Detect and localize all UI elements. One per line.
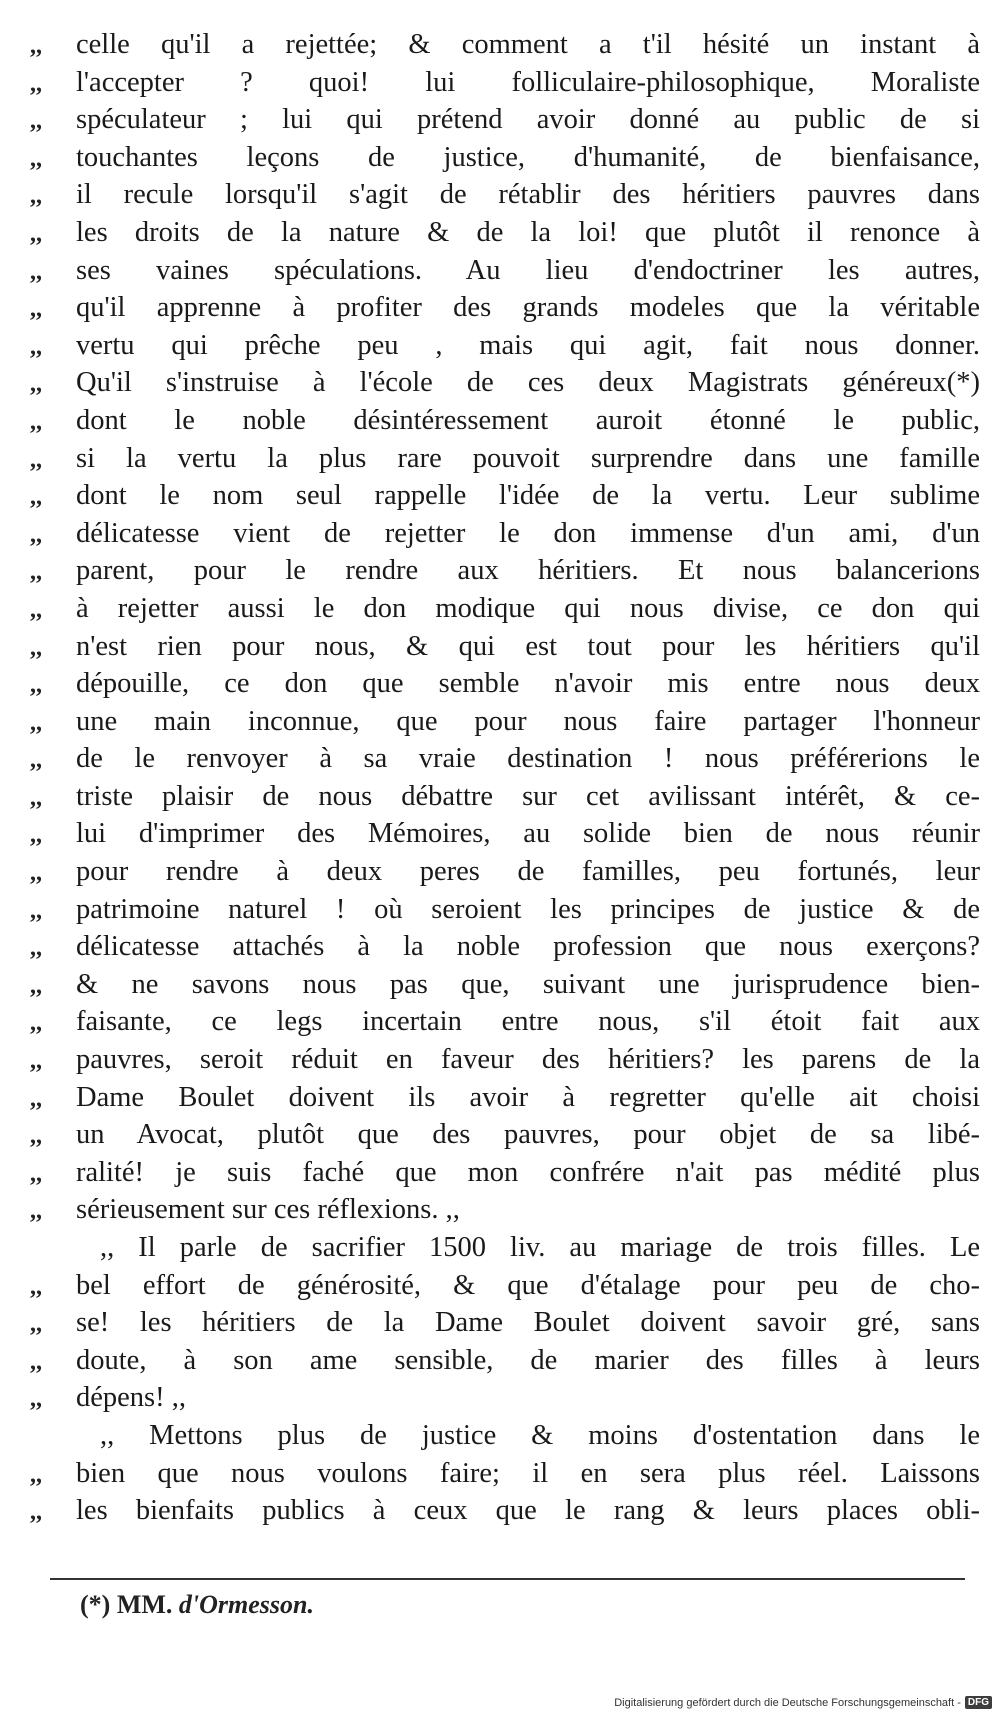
- line-text: se! les héritiers de la Dame Boulet doivent savoir gré, sans: [76, 1307, 980, 1339]
- quote-mark: ,,: [30, 371, 42, 398]
- text-line: [30, 628, 980, 666]
- text-line: [30, 1116, 980, 1154]
- quote-mark: ,,: [30, 747, 42, 774]
- quote-mark: ,,: [30, 1085, 42, 1112]
- text-line: [30, 477, 980, 515]
- quote-mark: ,,: [30, 634, 42, 661]
- quote-mark: ,,: [30, 408, 42, 435]
- quote-mark: ,,: [30, 709, 42, 736]
- digitization-credit: [614, 1696, 992, 1709]
- line-text: à rejetter aussi le don modique qui nous divise, ce don qui: [76, 592, 980, 624]
- text-line: [30, 327, 980, 365]
- text-line: [30, 1417, 980, 1455]
- footnote-marker: (*) MM.: [80, 1590, 173, 1619]
- line-text: l'accepter ? quoi! lui folliculaire-philosophique, Moraliste: [76, 66, 980, 98]
- text-line: [30, 778, 980, 816]
- quote-mark: ,,: [30, 1499, 42, 1526]
- line-text: de le renvoyer à sa vraie destination ! nous préférerions le: [76, 743, 980, 775]
- quote-mark: ,,: [30, 1461, 42, 1488]
- text-line: [30, 139, 980, 177]
- line-text: n'est rien pour nous, & qui est tout pour les héritiers qu'il: [76, 630, 980, 662]
- quote-mark: ,,: [30, 521, 42, 548]
- text-line: [30, 289, 980, 327]
- text-line: [30, 1379, 980, 1417]
- text-line: [30, 891, 980, 929]
- text-line: [30, 515, 980, 553]
- line-text: ,, Il parle de sacrifier 1500 liv. au mariage de trois filles. Le: [100, 1232, 980, 1263]
- text-line: [30, 252, 980, 290]
- line-text: doute, à son ame sensible, de marier des filles à leurs: [76, 1344, 980, 1376]
- line-text: sérieusement sur ces réflexions. ,,: [76, 1194, 460, 1226]
- line-text: Dame Boulet doivent ils avoir à regretter qu'elle ait choisi: [76, 1081, 980, 1113]
- text-line: [30, 665, 980, 703]
- quote-mark: ,,: [30, 559, 42, 586]
- line-text: il recule lorsqu'il s'agit de rétablir des héritiers pauvres dans: [76, 179, 980, 211]
- text-line: [30, 101, 980, 139]
- line-text: bel effort de générosité, & que d'étalage pour peu de cho-: [76, 1269, 980, 1301]
- text-line: [30, 703, 980, 741]
- quote-mark: ,,: [30, 183, 42, 210]
- quote-mark: ,,: [30, 145, 42, 172]
- quote-mark: ,,: [30, 1273, 42, 1300]
- line-text: dont le noble désintéressement auroit étonné le public,: [76, 404, 980, 436]
- text-line: [30, 1003, 980, 1041]
- line-text: pauvres, seroit réduit en faveur des héritiers? les parens de la: [76, 1044, 980, 1076]
- line-text: qu'il apprenne à profiter des grands modeles que la véritable: [76, 292, 980, 324]
- text-line: [30, 402, 980, 440]
- line-text: dont le nom seul rappelle l'idée de la vertu. Leur sublime: [76, 480, 980, 512]
- line-text: délicatesse vient de rejetter le don immense d'un ami, d'un: [76, 517, 980, 549]
- text-line: [30, 1455, 980, 1493]
- text-line: [30, 740, 980, 778]
- text-line: [30, 1267, 980, 1305]
- text-line: [30, 928, 980, 966]
- quote-mark: ,,: [30, 1048, 42, 1075]
- quote-mark: ,,: [30, 33, 42, 59]
- quote-mark: ,,: [30, 70, 42, 97]
- line-text: parent, pour le rendre aux héritiers. Et nous balancerions: [76, 555, 980, 587]
- quote-mark: ,,: [30, 108, 42, 135]
- quote-mark: ,,: [30, 672, 42, 699]
- line-text: triste plaisir de nous débattre sur cet avilissant intérêt, & ce-: [76, 780, 980, 812]
- quote-mark: ,,: [30, 897, 42, 924]
- text-line: [30, 176, 980, 214]
- quote-mark: ,,: [30, 860, 42, 887]
- quote-mark: ,,: [30, 484, 42, 511]
- footnote-divider: [50, 1578, 965, 1580]
- text-line: [30, 853, 980, 891]
- line-text: pour rendre à deux peres de familles, peu fortunés, leur: [76, 856, 980, 888]
- quote-mark: ,,: [30, 446, 42, 473]
- quote-mark: ,,: [30, 296, 42, 323]
- line-text: ,, Mettons plus de justice & moins d'ostentation dans le: [100, 1419, 980, 1451]
- line-text: faisante, ce legs incertain entre nous, s'il étoit fait aux: [76, 1006, 980, 1038]
- line-text: les bienfaits publics à ceux que le rang & leurs places obli-: [76, 1495, 980, 1527]
- quote-mark: ,,: [30, 822, 42, 849]
- line-text: une main inconnue, que pour nous faire partager l'honneur: [76, 705, 980, 737]
- quote-mark: ,,: [30, 1311, 42, 1338]
- line-text: délicatesse attachés à la noble profession que nous exerçons?: [76, 931, 980, 963]
- text-line: [30, 214, 980, 252]
- line-text: Qu'il s'instruise à l'école de ces deux Magistrats généreux(*): [76, 367, 980, 399]
- line-text: dépens! ,,: [76, 1382, 187, 1414]
- footnote-name: d'Ormesson.: [178, 1590, 314, 1619]
- line-text: spéculateur ; lui qui prétend avoir donné au public de si: [76, 104, 980, 136]
- text-line: [30, 815, 980, 853]
- quote-mark: ,,: [30, 1010, 42, 1037]
- line-text: & ne savons nous pas que, suivant une jurisprudence bien-: [76, 968, 980, 1000]
- text-line: [30, 966, 980, 1004]
- text-line: [30, 552, 980, 590]
- line-text: si la vertu la plus rare pouvoit surprendre dans une famille: [76, 442, 980, 474]
- line-text: dépouille, ce don que semble n'avoir mis entre nous deux: [76, 668, 980, 700]
- quote-mark: ,,: [30, 1198, 42, 1225]
- quote-mark: ,,: [30, 220, 42, 247]
- footnote: [80, 1590, 314, 1620]
- text-line: [30, 1154, 980, 1192]
- text-line: [30, 1229, 980, 1267]
- text-line: [30, 364, 980, 402]
- quote-mark: ,,: [30, 333, 42, 360]
- quote-mark: ,,: [30, 1123, 42, 1150]
- text-line: [30, 1342, 980, 1380]
- line-text: les droits de la nature & de la loi! que plutôt il renonce à: [76, 216, 980, 248]
- line-text: patrimoine naturel ! où seroient les principes de justice & de: [76, 893, 980, 925]
- line-text: lui d'imprimer des Mémoires, au solide bien de nous réunir: [76, 818, 980, 850]
- quote-mark: ,,: [30, 1348, 42, 1375]
- quote-mark: ,,: [30, 1386, 42, 1413]
- body-text: [30, 26, 980, 1530]
- quote-mark: ,,: [30, 784, 42, 811]
- line-text: ses vaines spéculations. Au lieu d'endoctriner les autres,: [76, 254, 980, 286]
- line-text: un Avocat, plutôt que des pauvres, pour objet de sa libé-: [76, 1119, 980, 1151]
- quote-mark: ,,: [30, 972, 42, 999]
- quote-mark: ,,: [30, 596, 42, 623]
- quote-mark: ,,: [30, 258, 42, 285]
- dfg-logo-icon: DFG: [965, 1696, 992, 1709]
- quote-mark: ,,: [30, 935, 42, 962]
- text-line: [30, 590, 980, 628]
- text-line: [30, 1079, 980, 1117]
- text-line: [30, 1041, 980, 1079]
- line-text: bien que nous voulons faire; il en sera plus réel. Laissons: [76, 1457, 980, 1489]
- text-line: [30, 1191, 980, 1229]
- text-line: [30, 64, 980, 102]
- line-text: touchantes leçons de justice, d'humanité, de bienfaisance,: [76, 141, 980, 173]
- text-line: [30, 440, 980, 478]
- line-text: celle qu'il a rejettée; & comment a t'il hésité un instant à: [76, 29, 980, 60]
- text-line: [30, 1304, 980, 1342]
- text-line: [30, 1492, 980, 1530]
- line-text: vertu qui prêche peu , mais qui agit, fait nous donner.: [76, 329, 980, 361]
- text-line: [30, 26, 980, 64]
- quote-mark: ,,: [30, 1160, 42, 1187]
- credit-text: Digitalisierung gefördert durch die Deutsche Forschungsgemeinschaft -: [614, 1696, 961, 1709]
- line-text: ralité! je suis faché que mon confrére n'ait pas médité plus: [76, 1156, 980, 1188]
